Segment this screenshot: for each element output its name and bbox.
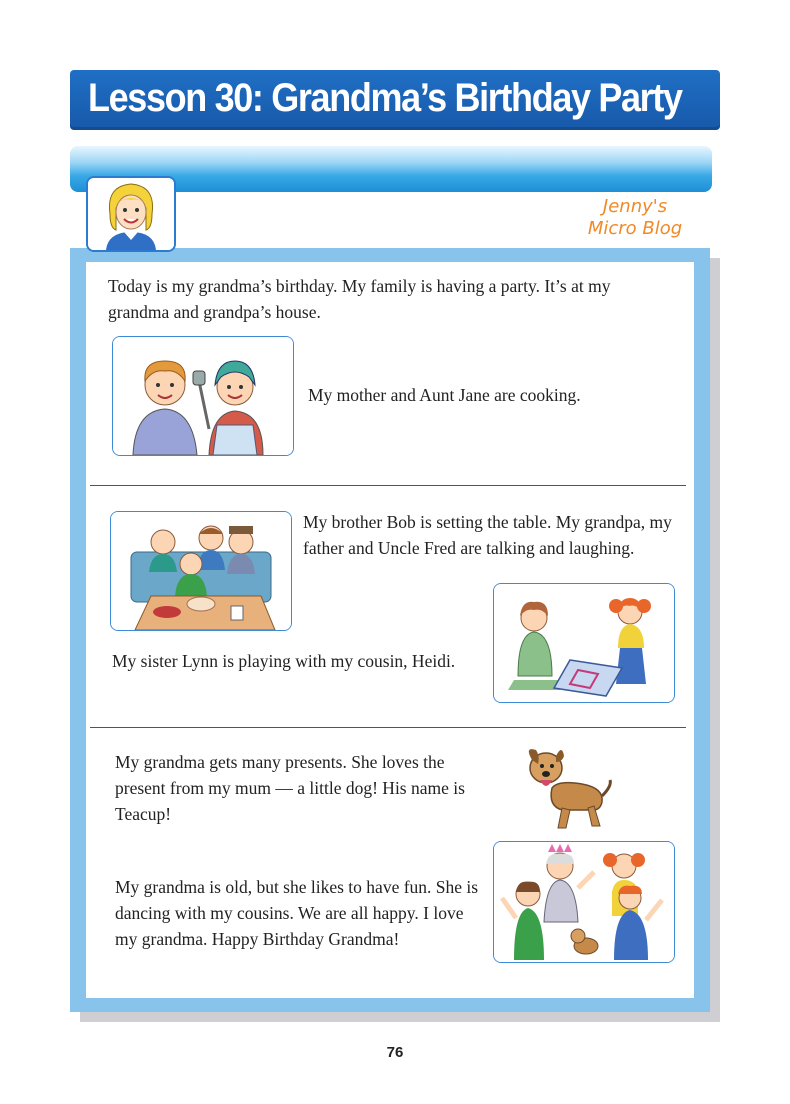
section-divider-2 bbox=[90, 727, 686, 728]
family-table-icon bbox=[110, 511, 292, 631]
blog-label bbox=[580, 196, 690, 240]
fun-paragraph: My grandma is old, but she likes to have fun. She is dancing with my cousins. We are all happy. I love my grandma. Happy Birthday Grandma! bbox=[115, 877, 479, 949]
blog-label-line2: Micro Blog bbox=[587, 218, 683, 239]
dancing-family-icon bbox=[493, 841, 675, 963]
presents-paragraph: My grandma gets many presents. She loves the present from my mum — a little dog! His name is Teacup! bbox=[115, 752, 465, 824]
intro-paragraph: Today is my grandma’s birthday. My family is having a party. It’s at my grandma and grandpa’s house. bbox=[108, 276, 611, 322]
girl-face-icon bbox=[86, 176, 176, 252]
dog-icon bbox=[522, 740, 612, 832]
section-divider-1 bbox=[90, 485, 686, 486]
cooking-women-icon bbox=[112, 336, 294, 456]
lesson-title: Lesson 30: Grandma’s Birthday Party bbox=[88, 76, 682, 120]
playing-paragraph: My sister Lynn is playing with my cousin, Heidi. bbox=[112, 651, 456, 671]
cooking-paragraph: My mother and Aunt Jane are cooking. bbox=[308, 385, 581, 405]
girls-playing-icon bbox=[493, 583, 675, 703]
lesson-title-bar bbox=[70, 70, 720, 130]
page-number: 76 bbox=[386, 1044, 404, 1061]
table-paragraph: My brother Bob is setting the table. My grandpa, my father and Uncle Fred are talking and laughing. bbox=[303, 512, 672, 558]
blog-label-line1: Jenny's bbox=[602, 196, 668, 217]
